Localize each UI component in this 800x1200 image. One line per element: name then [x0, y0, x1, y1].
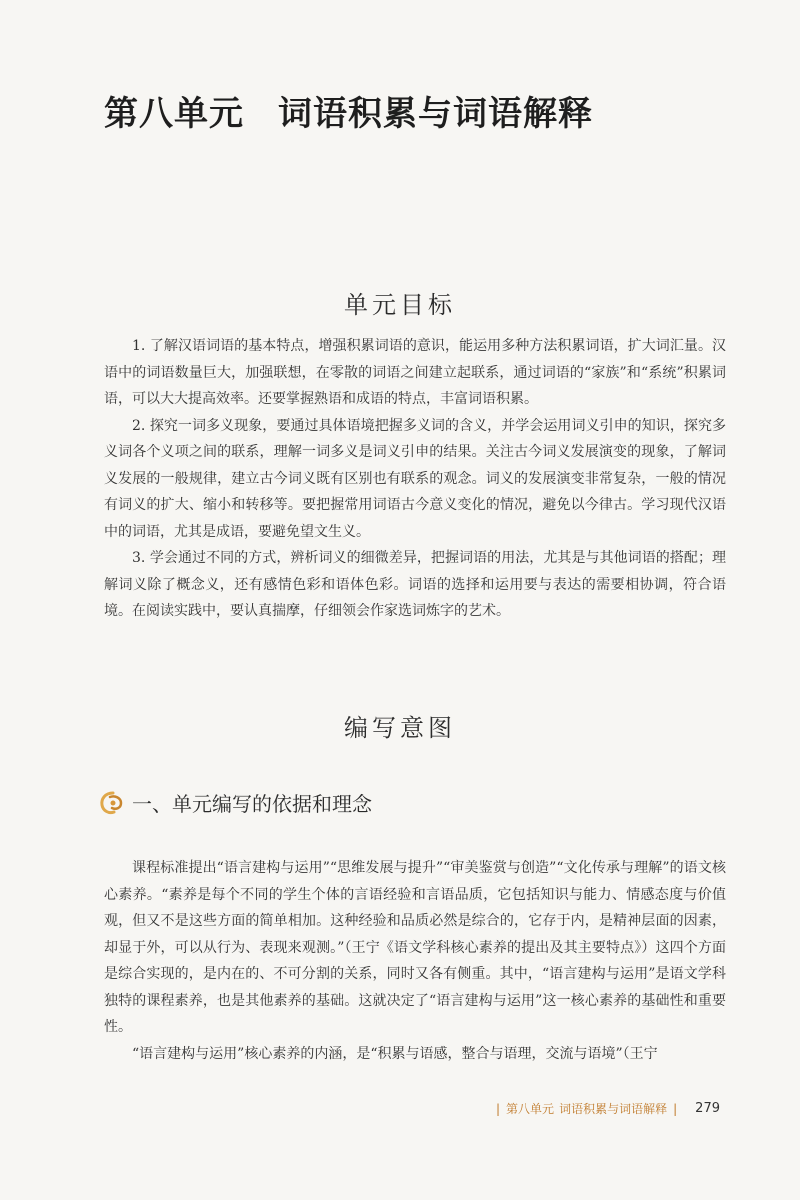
swirl-icon — [98, 790, 128, 816]
footer-unit-label: 第八单元 — [506, 1102, 555, 1116]
footer-divider-left: | — [496, 1101, 501, 1116]
goals-body — [104, 333, 726, 625]
goal-paragraph-1: 1. 了解汉语词语的基本特点，增强积累词语的意识，能运用多种方法积累词语，扩大词汇量。汉语中的词语数量巨大，加强联想，在零散的词语之间建立起联系，通过词语的“家族”和“系统”积累词语，可以大大提高效率。还要掌握熟语和成语的特点，丰富词语积累。 — [104, 338, 726, 407]
intent-paragraph-2: “语言建构与运用”核心素养的内涵，是“积累与语感，整合与语理，交流与语境”（王宁 — [132, 1045, 658, 1062]
unit-number: 第八单元 — [104, 94, 244, 134]
intent-subheading-text: 一、单元编写的依据和理念 — [132, 792, 372, 816]
footer-unit-title: 词语积累与词语解释 — [559, 1102, 668, 1116]
intent-paragraph-1: 课程标准提出“语言建构与运用”“思维发展与提升”“审美鉴赏与创造”“文化传承与理解”的语文核心素养。“素养是每个不同的学生个体的言语经验和言语品质，它包括知识与能力、情感态度与价值观，但又不是这些方面的简单相加。这种经验和品质必然是综合的，它存于内，是精神层面的因素，却显于外，可以从行为、表现来观测。”（王宁《语文学科核心素养的提出及其主要特点》）这四个方面是综合实现的，是内在的、不可分割的关系，同时又各有侧重。其中，“语言建构与运用”是语文学科独特的课程素养，也是其他素养的基础。这就决定了“语言建构与运用”这一核心素养的基础性和重要性。 — [104, 860, 726, 1035]
intent-heading: 编写意图 — [344, 714, 456, 742]
unit-name: 词语积累与词语解释 — [278, 94, 593, 134]
goals-heading: 单元目标 — [344, 291, 456, 319]
goal-paragraph-3: 3. 学会通过不同的方式，辨析词义的细微差异，把握词语的用法，尤其是与其他词语的搭配；理解词义除了概念义，还有感情色彩和语体色彩。词语的选择和运用要与表达的需要相协调，符合语境。在阅读实践中，要认真揣摩，仔细领会作家选词炼字的艺术。 — [104, 550, 726, 619]
goal-paragraph-2: 2. 探究一词多义现象，要通过具体语境把握多义词的含义，并学会运用词义引申的知识，探究多义词各个义项之间的联系，理解一词多义是词义引申的结果。关注古今词义发展演变的现象，了解词义发展的一般规律，建立古今词义既有区别也有联系的观念。词义的发展演变非常复杂，一般的情况有词义的扩大、缩小和转移等。要把握常用词语古今意义变化的情况，避免以今律古。学习现代汉语中的词语，尤其是成语，要避免望文生义。 — [104, 417, 726, 540]
footer-divider-right: | — [673, 1101, 678, 1116]
intent-body — [104, 855, 726, 1067]
page-number: 279 — [695, 1101, 720, 1116]
page-footer — [490, 1100, 720, 1117]
unit-title — [104, 86, 593, 135]
intent-subheading — [98, 788, 372, 817]
